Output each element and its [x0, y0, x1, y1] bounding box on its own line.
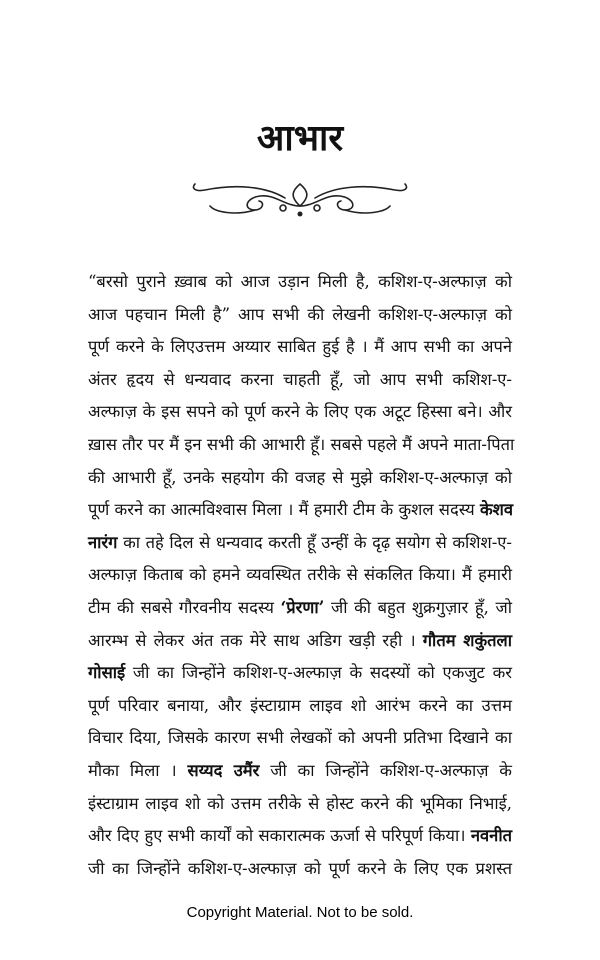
copyright-notice: Copyright Material. Not to be sold. [186, 904, 414, 921]
text-segment: जी का जिन्होंने कशिश-ए-अल्फाज़ को पूर्ण करने के लिए एक प्रशस्त [88, 858, 512, 878]
text-segment: आरम्भ से लेकर अंत तक मेरे साथ अडिग खड़ी रही । [88, 630, 423, 650]
text-segment: टीम की सबसे गौरवनीय सदस्य [88, 597, 281, 617]
text-line [88, 331, 512, 364]
text-line [88, 592, 512, 625]
text-segment: आज पहचान मिली है” आप सभी की लेखनी कशिश-ए-अल्फाज़ को [88, 304, 512, 324]
text-line [88, 396, 512, 429]
text-line [88, 299, 512, 332]
text-line [88, 429, 515, 462]
text-segment: पूर्ण करने के लिएउत्तम अय्यार साबित हुई है । मैं आप सभी का अपने [88, 337, 512, 357]
text-line [88, 527, 512, 560]
text-segment: अल्फाज़ के इस सपने को पूर्ण करने के लिए एक अटूट हिस्सा बने। और [88, 402, 512, 422]
bold-name: नवनीत [470, 826, 512, 846]
text-segment: ख़ास तौर पर मैं इन सभी की आभारी हूँ। सबसे पहले मैं अपने माता-पिता [88, 434, 515, 454]
text-segment: अल्फाज़ किताब को हमने व्यवस्थित तरीके से संकलित किया। मैं हमारी [88, 565, 512, 585]
text-line [88, 788, 512, 821]
text-line [88, 462, 512, 495]
decorative-flourish-icon [185, 176, 415, 218]
text-line [88, 657, 512, 690]
text-line [88, 722, 512, 755]
text-line [88, 559, 512, 592]
text-line [88, 494, 512, 527]
text-segment: जी का जिन्होंने कशिश-ए-अल्फाज़ के [259, 760, 512, 780]
text-segment: जी का जिन्होंने कशिश-ए-अल्फाज़ के सदस्यों को एकजुट कर [125, 663, 512, 683]
text-line [88, 820, 512, 853]
bold-name: गोसाई [88, 663, 126, 683]
bold-name: सय्यद उमैंर [187, 760, 260, 780]
text-segment: और दिए हुए सभी कार्यों को सकारात्मक ऊर्जा से परिपूर्ण किया। [88, 826, 471, 846]
text-line [88, 364, 512, 397]
text-line [88, 755, 512, 788]
text-segment: पूर्ण करने का आत्मविश्वास मिला । मैं हमारी टीम के कुशल सदस्य [88, 500, 480, 520]
text-segment: पूर्ण परिवार बनाया, और इंस्टाग्राम लाइव शो आरंभ करने का उत्तम [88, 695, 512, 715]
text-line [88, 625, 512, 658]
bold-name: गौतम शकुंतला [422, 630, 512, 650]
text-segment: का तहे दिल से धन्यवाद करती हूँ उन्हीं के दृढ़ सयोग से कशिश-ए- [117, 532, 512, 552]
text-segment: जी की बहुत शुक्रगुज़ार हूँ, जो [324, 597, 512, 617]
text-segment: विचार दिया, जिसके कारण सभी लेखकों को अपनी प्रतिभा दिखाने का [88, 728, 512, 748]
bold-name: केशव [479, 500, 514, 520]
text-segment: अंतर हृदय से धन्यवाद करना चाहती हूँ, जो आप सभी कशिश-ए- [88, 369, 512, 389]
text-segment: मौका मिला । [88, 760, 188, 780]
text-segment: इंस्टाग्राम लाइव शो को उत्तम तरीके से होस्ट करने की भूमिका निभाई, [88, 793, 512, 813]
page-title: आभार [256, 117, 344, 159]
text-segment: की आभारी हूँ, उनके सहयोग की वजह से मुझे कशिश-ए-अल्फाज़ को [88, 467, 512, 487]
bold-name: ‘प्रेरणा’ [280, 597, 325, 617]
text-line [88, 266, 512, 299]
text-segment: “बरसो पुराने ख़्वाब को आज उड़ान मिली है, कशिश-ए-अल्फाज़ को [88, 272, 512, 291]
bold-name: नारंग [88, 532, 118, 552]
text-line [88, 853, 512, 886]
acknowledgement-body [88, 266, 515, 885]
text-line [88, 690, 512, 723]
